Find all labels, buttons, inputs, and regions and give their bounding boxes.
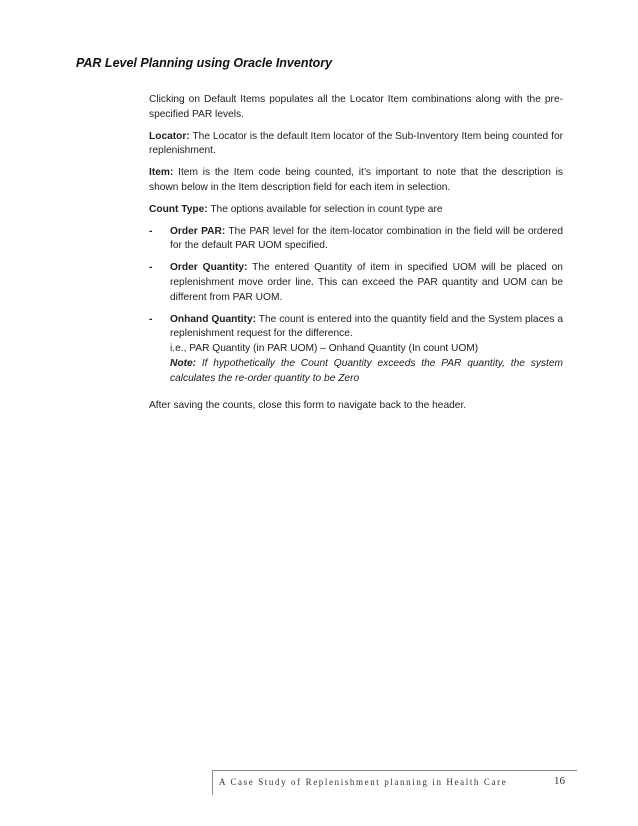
bullet-text (170, 313, 563, 387)
locator-paragraph (149, 130, 563, 160)
bullet-text (170, 261, 563, 305)
closing-paragraph: After saving the counts, close this form to navigate back to the header. (149, 399, 467, 411)
bullet-dash: - (149, 313, 153, 325)
page-number: 16 (554, 775, 565, 787)
bullet-dash: - (149, 225, 153, 237)
onhand-quantity-label: Onhand Quantity: (170, 313, 257, 325)
onhand-quantity-text: The count is entered into the quantity field and the System places a replenishment request for the difference. (170, 313, 563, 340)
bullet-text (170, 225, 563, 255)
bullet-order-quantity (149, 261, 563, 305)
order-par-label: Order PAR: (170, 225, 226, 237)
bullet-onhand-quantity (149, 313, 563, 387)
onhand-formula: i.e., PAR Quantity (in PAR UOM) – Onhand Quantity (In count UOM) (170, 343, 479, 355)
order-par-text: The PAR level for the item-locator combination in the field will be ordered for the default PAR UOM specified. (170, 225, 563, 252)
bullet-dash: - (149, 262, 153, 274)
count-type-paragraph (149, 203, 563, 218)
intro-paragraph: Clicking on Default Items populates all the Locator Item combinations along with the pre-specified PAR levels. (149, 94, 563, 120)
order-quantity-text: The entered Quantity of item in specified UOM will be placed on replenishment move order line. This can exceed the PAR quantity and UOM can be different from PAR UOM. (170, 262, 563, 303)
item-paragraph (149, 166, 563, 196)
item-text: Item is the Item code being counted, it’s important to note that the description is shown below in the Item description field for each item in selection. (149, 167, 563, 193)
count-type-label: Count Type: (149, 203, 208, 215)
onhand-note (170, 357, 563, 387)
order-quantity-label: Order Quantity: (170, 262, 248, 274)
bullet-order-par (149, 225, 563, 255)
page-title: PAR Level Planning using Oracle Inventory (76, 56, 333, 70)
footer-text: A Case Study of Replenishment planning in Health Care (219, 777, 508, 787)
note-text: If hypothetically the Count Quantity exceeds the PAR quantity, the system calculates the re-order quantity to be Zero (170, 357, 563, 384)
page-footer (212, 770, 577, 795)
locator-text: The Locator is the default Item locator of the Sub-Inventory Item being counted for replenishment. (149, 130, 563, 157)
document-body (149, 93, 563, 420)
note-label: Note: (170, 357, 197, 369)
locator-label: Locator: (149, 130, 190, 142)
count-type-text: The options available for selection in count type are (207, 203, 443, 215)
item-label: Item: (149, 167, 174, 179)
